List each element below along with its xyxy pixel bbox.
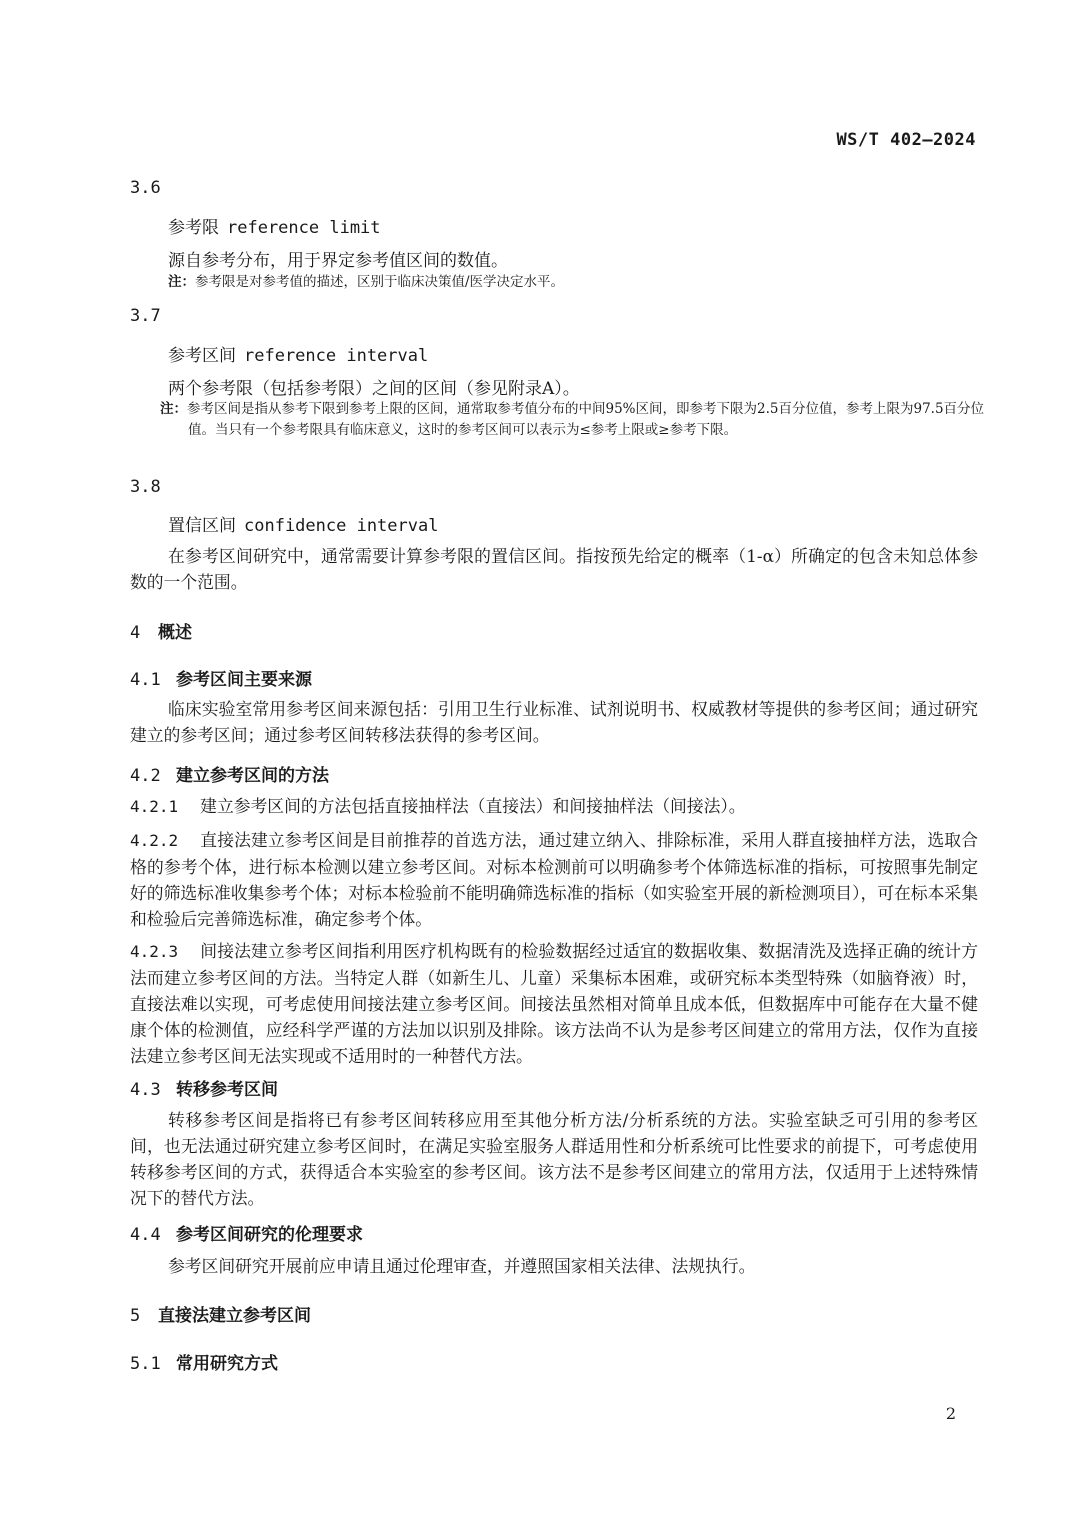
term-title bbox=[168, 511, 438, 536]
term-title-zh: 参考区间 bbox=[168, 346, 236, 366]
term-number: 3.6 bbox=[130, 178, 161, 198]
term-title-en: reference limit bbox=[227, 218, 381, 238]
clause-4-2-2 bbox=[130, 827, 978, 932]
subsection-heading bbox=[130, 761, 329, 786]
subsection-number: 4.1 bbox=[130, 670, 161, 690]
note-label: 注： bbox=[168, 274, 195, 290]
clause-text: 直接法建立参考区间是目前推荐的首选方法，通过建立纳入、排除标准，采用人群直接抽样方法，选取合格的参考个体，进行标本检测以建立参考区间。对标本检测前可以明确参考个体筛选标准的指标，可按照事先制定好的筛选标准收集参考个体；对标本检验前不能明确筛选标准的指标（如实验室开展的新检测项目），可在标本采集和检验后完善筛选标准，确定参考个体。 bbox=[130, 830, 978, 929]
term-title bbox=[168, 213, 381, 238]
standard-code: WS/T 402—2024 bbox=[836, 130, 976, 150]
subsection-number: 4.2 bbox=[130, 766, 161, 786]
clause-4-2-3 bbox=[130, 938, 978, 1069]
subsection-heading bbox=[130, 1349, 278, 1374]
term-title-zh: 参考限 bbox=[168, 218, 219, 238]
paragraph: 转移参考区间是指将已有参考区间转移应用至其他分析方法/分析系统的方法。实验室缺乏可引用的参考区间，也无法通过研究建立参考区间时，在满足实验室服务人群适用性和分析系统可比性要求的前提下，可考虑使用转移参考区间的方式，获得适合本实验室的参考区间。该方法不是参考区间建立的常用方法，仅适用于上述特殊情况下的替代方法。 bbox=[130, 1110, 978, 1208]
clause-number: 4.2.1 bbox=[130, 797, 179, 816]
clause-text: 间接法建立参考区间指利用医疗机构既有的检验数据经过适宜的数据收集、数据清洗及选择正确的统计方法而建立参考区间的方法。当特定人群（如新生儿、儿童）采集标本困难，或研究标本类型特殊（如脑脊液）时，直接法难以实现，可考虑使用间接法建立参考区间。间接法虽然相对简单且成本低，但数据库中可能存在大量不健康个体的检测值，应经科学严谨的方法加以识别及排除。该方法尚不认为是参考区间建立的常用方法，仅作为直接法建立参考区间无法实现或不适用时的一种替代方法。 bbox=[130, 941, 978, 1066]
subsection-number: 4.3 bbox=[130, 1080, 161, 1100]
clause-number: 4.2.2 bbox=[130, 831, 179, 850]
term-note bbox=[160, 399, 1006, 441]
subsection-title: 建立参考区间的方法 bbox=[176, 766, 329, 786]
term-title-en: confidence interval bbox=[244, 516, 439, 536]
section-title: 直接法建立参考区间 bbox=[158, 1306, 311, 1326]
clause-number: 4.2.3 bbox=[130, 942, 179, 961]
term-definition: 在参考区间研究中，通常需要计算参考限的置信区间。指按预先给定的概率（1-α）所确定的包含未知总体参数的一个范围。 bbox=[130, 546, 978, 592]
clause-4-2-1 bbox=[130, 793, 978, 820]
note-label: 注： bbox=[160, 401, 187, 417]
page-number: 2 bbox=[945, 1404, 956, 1423]
term-number: 3.8 bbox=[130, 477, 161, 497]
subsection-number: 4.4 bbox=[130, 1225, 161, 1245]
term-title bbox=[168, 341, 428, 366]
subsection-heading bbox=[130, 1220, 363, 1245]
term-note bbox=[168, 272, 978, 293]
section-heading bbox=[130, 618, 192, 643]
term-definition: 两个参考限（包括参考限）之间的区间（参见附录A）。 bbox=[168, 379, 580, 399]
subsection-title: 常用研究方式 bbox=[176, 1354, 278, 1374]
section-heading bbox=[130, 1301, 311, 1326]
paragraph: 临床实验室常用参考区间来源包括：引用卫生行业标准、试剂说明书、权威教材等提供的参考区间；通过研究建立的参考区间；通过参考区间转移法获得的参考区间。 bbox=[130, 699, 978, 745]
subsection-number: 5.1 bbox=[130, 1354, 161, 1374]
term-title-en: reference interval bbox=[244, 346, 429, 366]
subsection-title: 转移参考区间 bbox=[176, 1080, 278, 1100]
term-title-zh: 置信区间 bbox=[168, 516, 236, 536]
note-text: 参考区间是指从参考下限到参考上限的区间，通常取参考值分布的中间95%区间，即参考下限为2.5百分位值，参考上限为97.5百分位值。当只有一个参考限具有临床意义，这时的参考区间可以表示为≤参考上限或≥参考下限。 bbox=[187, 401, 985, 438]
term-definition: 源自参考分布，用于界定参考值区间的数值。 bbox=[168, 251, 508, 271]
section-title: 概述 bbox=[158, 623, 192, 643]
note-text: 参考限是对参考值的描述，区别于临床决策值/医学决定水平。 bbox=[195, 274, 565, 290]
subsection-title: 参考区间主要来源 bbox=[176, 670, 312, 690]
clause-text: 建立参考区间的方法包括直接抽样法（直接法）和间接抽样法（间接法）。 bbox=[200, 796, 746, 816]
subsection-title: 参考区间研究的伦理要求 bbox=[176, 1225, 363, 1245]
subsection-heading bbox=[130, 665, 312, 690]
term-number: 3.7 bbox=[130, 306, 161, 326]
section-number: 4 bbox=[130, 623, 141, 643]
paragraph: 参考区间研究开展前应申请且通过伦理审查，并遵照国家相关法律、法规执行。 bbox=[168, 1256, 756, 1276]
subsection-heading bbox=[130, 1075, 278, 1100]
section-number: 5 bbox=[130, 1306, 141, 1326]
